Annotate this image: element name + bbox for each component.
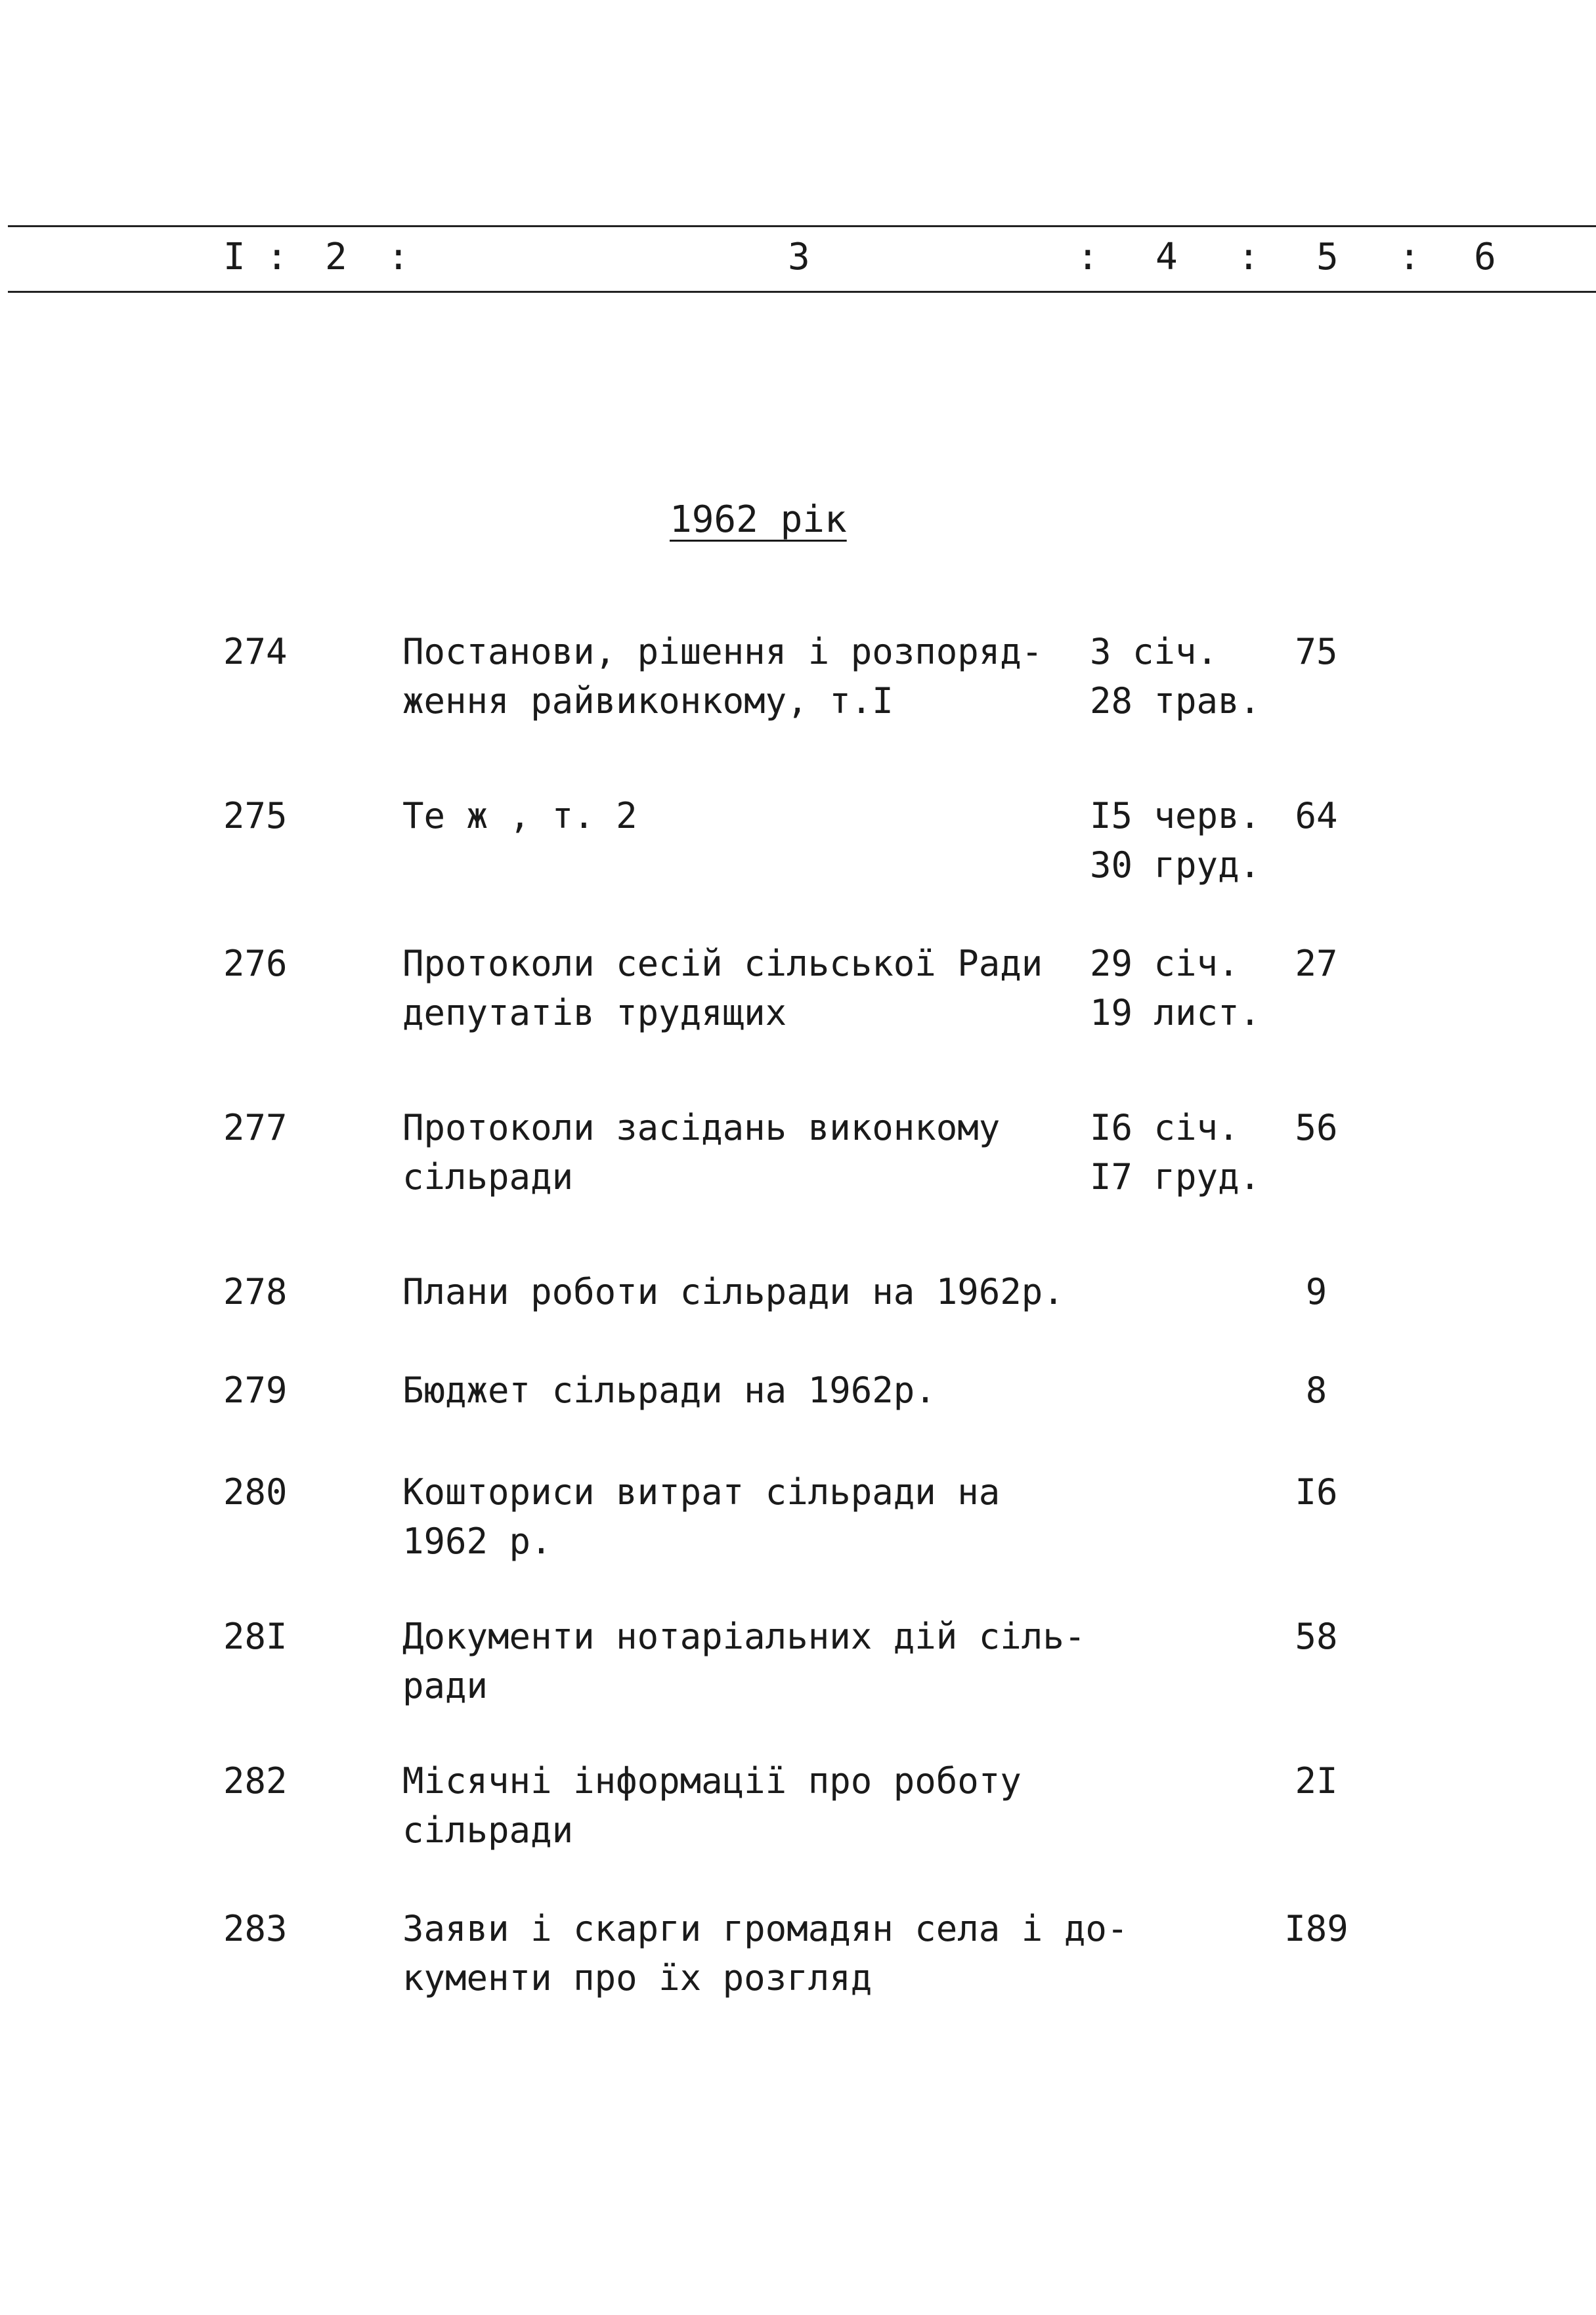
header-col-5: 5 <box>1316 236 1339 278</box>
entry-dates: 29 січ. 19 лист. <box>1090 943 1261 1033</box>
entry-number: 279 <box>223 1370 288 1411</box>
entry-title: Постанови, рішення і розпоряд- ження райвиконкому, т.I <box>402 631 1043 722</box>
entry-number: 280 <box>223 1471 288 1513</box>
entry-number: 276 <box>223 943 288 984</box>
entry-sheets: 8 <box>1305 1370 1327 1411</box>
entry-number: 28I <box>223 1616 288 1657</box>
header-col-1: I <box>223 236 246 278</box>
entry-dates: 3 січ. 28 трав. <box>1090 631 1261 722</box>
entry-sheets: 64 <box>1295 795 1338 836</box>
header-col-6: 6 <box>1474 236 1496 278</box>
entry-title: Плани роботи сільради на 1962р. <box>402 1271 1064 1312</box>
entry-dates: I6 січ. I7 груд. <box>1090 1107 1261 1198</box>
entry-number: 277 <box>223 1107 288 1148</box>
header-separator: : <box>266 236 288 278</box>
entry-title: Протоколи сесій сільської Ради депутатів трудящих <box>402 943 1043 1033</box>
header-top-rule <box>8 225 1596 227</box>
entry-title: Те ж , т. 2 <box>402 795 637 836</box>
entry-title: Бюджет сільради на 1962р. <box>402 1370 936 1411</box>
header-separator: : <box>387 236 410 278</box>
header-col-2: 2 <box>325 236 347 278</box>
entry-title: Заяви і скарги громадян села і до- кументи про їх розгляд <box>402 1908 1129 1999</box>
entry-sheets: 75 <box>1295 631 1338 672</box>
entry-sheets: I89 <box>1284 1908 1348 1949</box>
entry-sheets: 27 <box>1295 943 1338 984</box>
entry-sheets: I6 <box>1295 1471 1338 1513</box>
entry-sheets: 58 <box>1295 1616 1338 1657</box>
entry-title: Протоколи засідань виконкому сільради <box>402 1107 1001 1198</box>
entry-number: 283 <box>223 1908 288 1949</box>
header-bottom-rule <box>8 291 1596 293</box>
entry-number: 282 <box>223 1760 288 1802</box>
entry-sheets: 2I <box>1295 1760 1338 1802</box>
header-col-3: 3 <box>788 236 810 278</box>
entry-title: Документи нотаріальних дій сіль- ради <box>402 1616 1086 1706</box>
entry-sheets: 56 <box>1295 1107 1338 1148</box>
entry-number: 278 <box>223 1271 288 1312</box>
header-separator: : <box>1077 236 1099 278</box>
entry-dates: I5 черв. 30 груд. <box>1090 795 1261 886</box>
entry-number: 274 <box>223 631 288 672</box>
section-year-title: 1962 рік <box>670 498 847 541</box>
header-col-4: 4 <box>1155 236 1178 278</box>
entry-title: Кошториси витрат сільради на 1962 р. <box>402 1471 1001 1562</box>
header-separator: : <box>1398 236 1421 278</box>
entry-number: 275 <box>223 795 288 836</box>
entry-sheets: 9 <box>1305 1271 1327 1312</box>
header-separator: : <box>1238 236 1260 278</box>
entry-title: Місячні інформації про роботу сільради <box>402 1760 1022 1851</box>
